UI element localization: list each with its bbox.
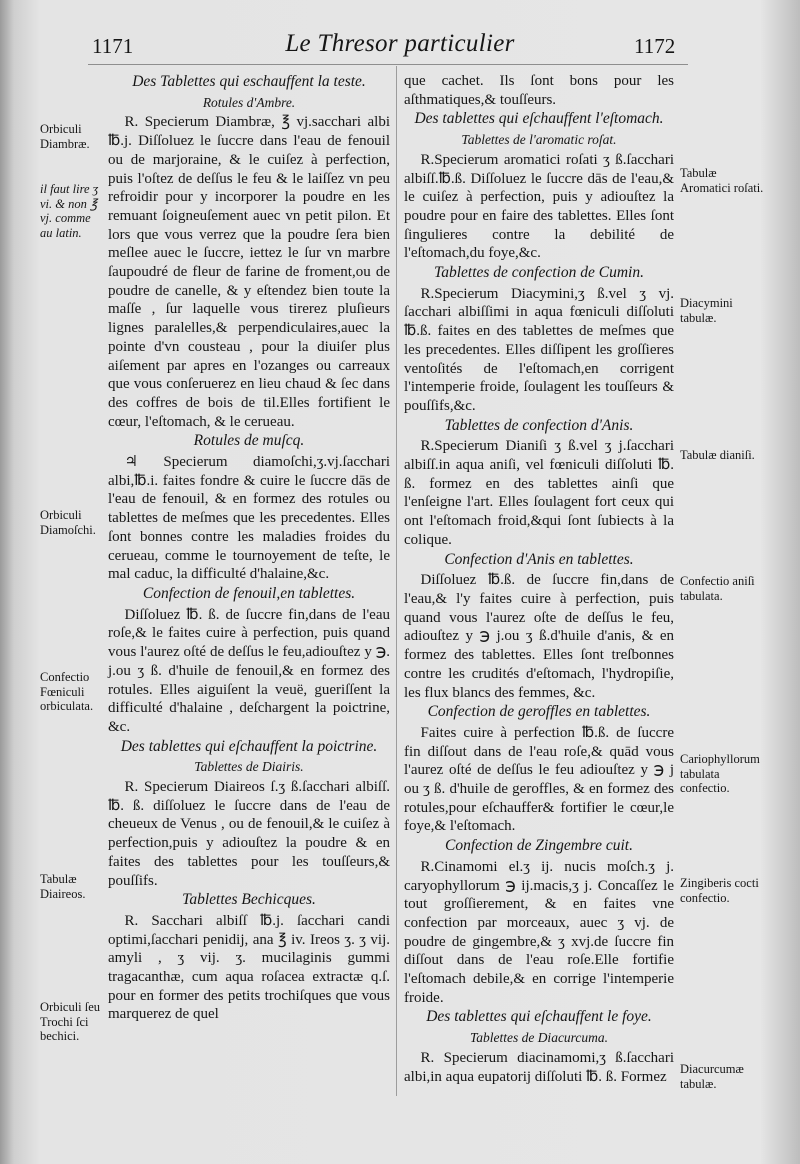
margin-note-confectio-foeniculi: Confectio Fœniculi orbiculata.: [40, 670, 94, 713]
margin-note-tabulae-aromatici: Tabulæ Aromatici roſati.: [680, 166, 764, 195]
recipe-paragraph: R.Specierum aromatici roſati ʒ ß.ſacchari albiſſ.℔.ß. Diſſoluez le ſuccre dās de l'eau,& le cuiſez à perfection, puis y adiouſtez la poudre pour en faire des tablettes. Elles ſont ſingulieres contre la debilité de l'eſtomach,du foye,&c.: [404, 151, 674, 262]
margin-note-caryophyllorum: Cariophyllorum tabulata confectio.: [680, 752, 760, 795]
recipe-title: Tablettes de l'aromatic roſat.: [461, 132, 617, 148]
recipe-title: Tablettes de Diairis.: [194, 759, 304, 775]
running-title: Le Thresor particulier: [285, 30, 515, 57]
recipe-heading: Tablettes de confection de Cumin.: [434, 264, 644, 282]
recipe-paragraph: R.Specierum Dianiſi ʒ ß.vel ʒ j.ſacchari albiſſ.in aqua aniſi, vel fœniculi diſſoluti ℔. ß. formez en des tablettes ainſi que l'enſeigne l'art. Elles ſoulagent fort ceux qui ont l'eſtomach froid,&qui ſont ſubiects à la colique.: [404, 438, 674, 548]
margin-note-correction: il faut lire ʒ vi. & non ℥ vj. comme au latin.: [40, 182, 99, 240]
header-rule: [88, 64, 688, 65]
margin-note-diacurcumae: Diacurcumæ tabulæ.: [680, 1062, 744, 1091]
recipe-title: Tablettes de Diacurcuma.: [469, 1030, 609, 1046]
margin-note-orbiculi-diamoschi: Orbiculi Diamoſchi.: [40, 508, 96, 537]
section-heading: Des tablettes qui eſchauffent la poictrine.: [120, 737, 378, 755]
continued-paragraph: que cachet. Ils ſont bons pour les aſthmatiques,& touſſeurs.: [404, 73, 674, 108]
recipe-heading: Confection d'Anis en tablettes.: [444, 550, 634, 568]
recipe-heading: Confection de fenouil,en tablettes.: [142, 584, 356, 602]
recipe-title: Rotules d'Ambre.: [202, 94, 296, 110]
column-rule: [396, 66, 397, 1096]
recipe-heading: Tablettes de confection d'Anis.: [444, 416, 634, 434]
margin-note-orbiculi-trochisci: Orbiculi ſeu Trochi ſci bechici.: [40, 1000, 101, 1043]
recipe-paragraph: R. Specierum diacinamomi,ʒ ß.ſacchari albi,in aqua eupatorij diſſoluti ℔. ß. Formez: [404, 1049, 674, 1085]
recipe-paragraph: Diſſoluez ℔. ß. de ſuccre fin,dans de l'eau roſe,& le faites cuire à perfection, puis quand vous l'aurez oſté de deſſus le feu,adiouſtez y ℈. j.ou ʒ ß. d'huile de fenouil,& en formez des rotules. Elles aiguiſent la veuë, gueriſſent la difficulté d'halaine , deſchargent la poictrine, &c.: [108, 606, 390, 735]
section-heading: Des tablettes qui eſchauffent l'eſtomach.: [414, 110, 664, 128]
page-number-right: 1172: [634, 34, 676, 58]
recipe-paragraph: R. Specierum Diambræ, ℥ vj.sacchari albi ℔.j. Diſſoluez le ſuccre dans l'eau de fenouil ou de marjoraine, & le cuiſez à perfection, puis l'oſtez de deſſus le feu & le laiſſez vn peu refroidir pour y incorporer la poudre en les remuant ſoigneuſement auec vn petit pilon. Et lors que vous verrez que la poudre ſera bien meſlee auec le ſuccre, iettez le ſur vn marbre ſaupoudré de fleur de farine de froment,ou de poudre de canelle, & y eſtendez bien toute la maſſe , ſur laquelle vous tirerez pluſieurs lignes paralelles,& perpendiculaires,auec la pointe d'vn cousteau , pour la diuiſer plus aiſement par apres en l'ozanges ou carreaux que vous conſeruerez en lieu chaud & ſec dans des coffres de bois de til.Elles fortifient le cœur, l'eſtomach, & le cerueau.: [108, 114, 390, 430]
recipe-paragraph: R.Specierum Diacymini,ʒ ß.vel ʒ vj. ſacchari albiſſimi in aqua fœniculi diſſoluti ℔.ß. faites en des tablettes de meſmes que les precedentes. Elles diſſipent les groſſieres ventoſités de l'eſtomach,en corrigent l'intemperie froide, ſoulagent les touſſeurs & pouſſifs,&c.: [404, 285, 674, 414]
running-head: [0, 30, 800, 66]
recipe-heading: Tablettes Bechicques.: [182, 891, 316, 909]
recipe-paragraph: R.Cinamomi el.ʒ ij. nucis moſch.ʒ j. caryophyllorum ℈ ij.macis,ʒ j. Concaſſez le tout groſſierement, & en faites vne confection par morceaux, auec ʒ vj. de poudre de gingembre,& ʒ xvj.de ſuccre fin diſſout dans de l'eau roſe.Elle fortifie l'eſtomach debile,& en corrige l'intemperie froide.: [404, 858, 674, 1006]
margin-note-confectio-anisi: Confectio aniſi tabulata.: [680, 574, 755, 603]
left-column: [108, 72, 390, 1024]
margin-note-tabulae-diaireos: Tabulæ Diaireos.: [40, 872, 86, 901]
recipe-paragraph: R. Sacchari albiſſ ℔.j. ſacchari candi optimi,ſacchari penidij, ana ℥ iv. Ireos ʒ. ʒ vij. amyli , ʒ vij. ʒ. mucilaginis gummi tragacanthæ, cum aqua roſacea extractæ q.ſ. pour en former des petits trochiſques que vous marquerez de quel: [108, 912, 390, 1023]
margin-note-orbiculi-diambrae: Orbiculi Diambræ.: [40, 122, 90, 151]
section-heading: Des tablettes qui eſchauffent le foye.: [426, 1008, 652, 1026]
recipe-heading: Rotules de muſcq.: [193, 432, 305, 450]
recipe-heading: Confection de Zingembre cuit.: [445, 837, 633, 855]
margin-note-tabulae-dianisi: Tabulæ dianiſi.: [680, 448, 755, 462]
recipe-paragraph: R. Specierum Diaireos ſ.ʒ ß.ſacchari albiſſ. ℔. ß. diſſoluez le ſuccre dans de l'eau de cheueux de Venus , ou de fenouil,& le cuiſez à perfection,puis y adiouſtez la poudre & en faites des tablettes pour les touſſeurs,& pouſſifs.: [108, 779, 390, 889]
recipe-heading: Confection de geroffles en tablettes.: [427, 703, 651, 721]
recipe-paragraph: ♃ Specierum diamoſchi,ʒ.vj.ſacchari albi,℔.i. faites fondre & cuire le ſuccre dās de l'eau de fenouil, & en formez des rotules ou tablettes de meſmes que les precedentes. Elles ſont bonnes contre les maladies froides du cerueau, comme le tournoyement de teſte, le mal caduc, la difficulté d'halaine,&c.: [108, 454, 390, 583]
page-number-left: 1171: [92, 34, 134, 58]
right-column: [404, 72, 674, 1086]
margin-note-diacymini: Diacymini tabulæ.: [680, 296, 733, 325]
margin-note-zingiberis: Zingiberis cocti confectio.: [680, 876, 759, 905]
section-heading: Des Tablettes qui eschauffent la teste.: [132, 73, 366, 90]
recipe-paragraph: Diſſoluez ℔.ß. de ſuccre fin,dans de l'eau,& l'y faites cuire à perfection, puis quand vous l'aurez oſte de deſſus le feu, adiouſtez y ℈ j.ou ʒ ß.d'huile d'anis, & en formez des tablettes. Elles ſont treſbonnes contre les crudités d'eſtomach, l'hydropiſie, les flux blancs des femmes, &c.: [404, 572, 674, 701]
recipe-paragraph: Faites cuire à perfection ℔.ß. de ſuccre fin diſſout dans de l'eau roſe,& quād vous l'aurez oſté de deſſus le feu adiouſtez y ℈ j ou ʒ ß. d'huile de geroffles, & en formez des rotules,pour eſchauffer& fortifier le cœur,le foye,& l'eſtomach.: [404, 724, 674, 835]
